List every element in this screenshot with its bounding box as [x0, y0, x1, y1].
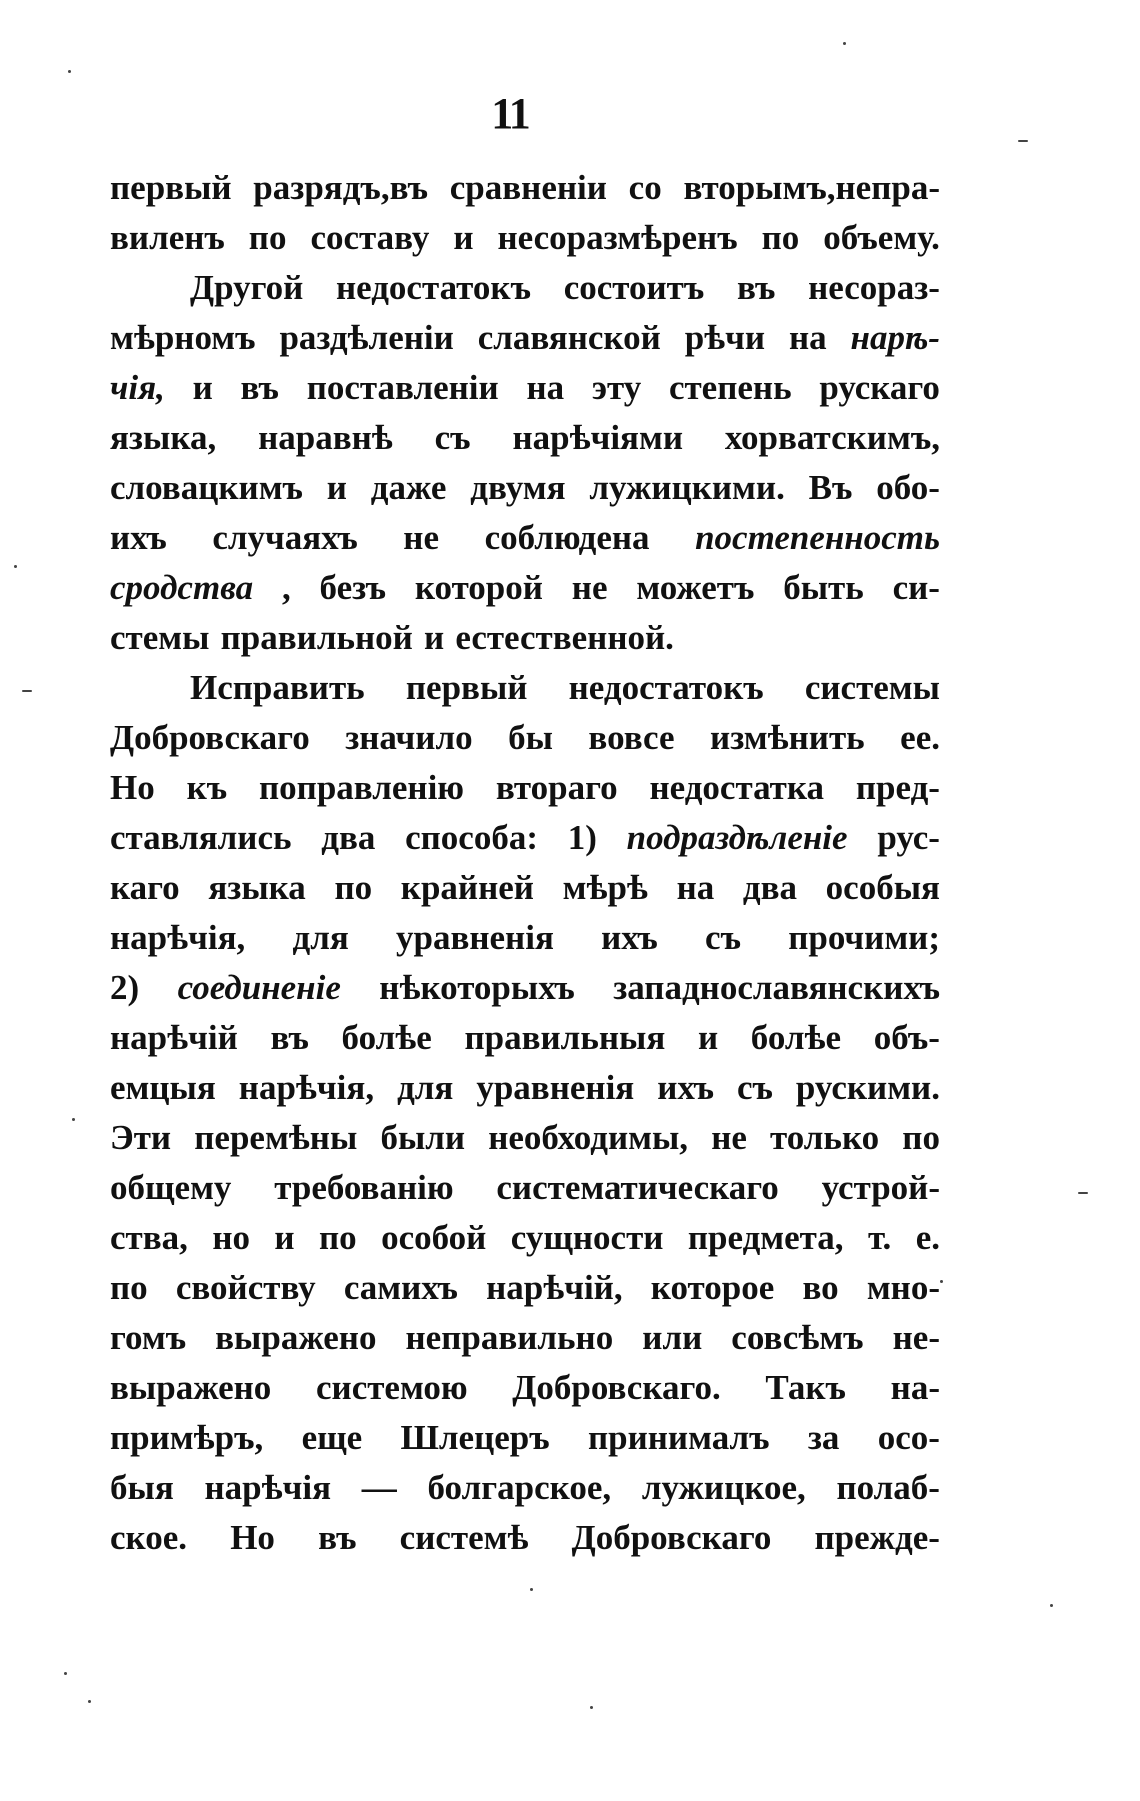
text-line [110, 313, 940, 363]
word: рускаго [819, 368, 940, 407]
text-line [110, 613, 940, 663]
word: выражено [110, 1368, 272, 1407]
word: несораз- [808, 268, 940, 307]
text-line [110, 1163, 940, 1213]
word: Эти [110, 1118, 172, 1157]
word: поставленіи [306, 368, 499, 407]
word: перемѣны [194, 1118, 358, 1157]
word: два [742, 868, 798, 907]
word: по [110, 1268, 148, 1307]
word: раздѣленіи [279, 318, 454, 357]
word: по [761, 218, 800, 257]
word: можетъ [636, 568, 755, 607]
text-line [110, 1263, 940, 1313]
italic-word: сродства [110, 568, 254, 607]
word: объ- [873, 1018, 940, 1057]
word: системы [804, 668, 940, 707]
word: ихъ [601, 918, 658, 957]
word: устрой- [821, 1168, 940, 1207]
word: два [321, 818, 376, 857]
word: вовсе [588, 718, 675, 757]
word: крайней [400, 868, 534, 907]
word: языка, [110, 418, 217, 457]
text-line [110, 963, 940, 1013]
scan-speck [72, 1118, 75, 1121]
word: системою [316, 1368, 468, 1407]
text-line [110, 663, 940, 713]
word: соблюдена [484, 518, 650, 557]
word: болѣе [750, 1018, 842, 1057]
word: въ [736, 268, 776, 307]
word: лужицкое, [641, 1468, 806, 1507]
italic-word: нарѣ- [850, 318, 940, 357]
word: ее. [900, 718, 940, 757]
word: си- [892, 568, 940, 607]
word: и [326, 468, 347, 507]
scan-speck [1078, 1192, 1088, 1194]
word: Добровскаго [110, 718, 310, 757]
word: съ [705, 918, 741, 957]
word: еще [301, 1418, 363, 1457]
word: мѣрѣ [562, 868, 648, 907]
word: въ [318, 1518, 357, 1557]
word: языка [208, 868, 306, 907]
word: прочими; [788, 918, 940, 957]
text-line [110, 413, 940, 463]
word: Но [110, 768, 155, 807]
word: предмета, [687, 1218, 844, 1257]
word: свойству [175, 1268, 316, 1307]
page-number: 11 [491, 89, 529, 138]
word: нарѣчій, [486, 1268, 623, 1307]
word: рус- [877, 818, 940, 857]
scan-speck [1050, 1604, 1053, 1607]
word: каго [110, 868, 180, 907]
word: е. [915, 1218, 940, 1257]
word: нарѣчія [204, 1468, 332, 1507]
word: хорватскимъ, [724, 418, 940, 457]
word: требованію [274, 1168, 454, 1207]
word: западнославянскихъ [613, 968, 940, 1007]
text-line [110, 1063, 940, 1113]
italic-word: соединеніе [177, 968, 341, 1007]
word: ства, [110, 1218, 188, 1257]
word: эту [591, 368, 642, 407]
word: Добровскаго. [512, 1368, 721, 1407]
word: или [642, 1318, 703, 1357]
word: неправильно [405, 1318, 614, 1357]
word: Но [230, 1518, 275, 1557]
word: для [292, 918, 349, 957]
word: нарѣчія, [110, 918, 246, 957]
word: къ [186, 768, 228, 807]
word: въ [270, 1018, 309, 1057]
word: славянской [477, 318, 661, 357]
word: на- [890, 1368, 940, 1407]
word: — [361, 1468, 397, 1507]
word: 2) [110, 968, 140, 1007]
word: системѣ [399, 1518, 529, 1557]
word: стемы [110, 618, 210, 657]
word: ставлялись [110, 818, 292, 857]
word: даже [370, 468, 447, 507]
word: ихъ [657, 1068, 714, 1107]
word: сравненіи [449, 168, 607, 207]
word: наравнѣ [258, 418, 393, 457]
text-line [110, 463, 940, 513]
word: по [248, 218, 287, 257]
word: ское. [110, 1518, 188, 1557]
text-line [110, 863, 940, 913]
text-line [110, 1213, 940, 1263]
word: полаб- [836, 1468, 940, 1507]
word: выражено [215, 1318, 377, 1357]
word: принималъ [587, 1418, 770, 1457]
text-line [110, 763, 940, 813]
word: не [403, 518, 439, 557]
text-line [110, 163, 940, 213]
word: нарѣчіями [512, 418, 683, 457]
word: естественной. [455, 618, 674, 657]
word: и [697, 1018, 719, 1057]
word: нѣкоторыхъ [379, 968, 575, 1007]
word: мѣрномъ [110, 318, 256, 357]
scan-speck [68, 70, 71, 73]
scan-speck [64, 1672, 67, 1675]
word: вторымъ,непра- [683, 168, 940, 207]
word: недостатокъ [335, 268, 531, 307]
text-line [110, 1463, 940, 1513]
word: сущности [510, 1218, 664, 1257]
word: разрядъ,въ [253, 168, 429, 207]
word: общему [110, 1168, 232, 1207]
word: за [807, 1418, 840, 1457]
word: самихъ [343, 1268, 458, 1307]
text-line [110, 263, 940, 313]
word: и [192, 368, 213, 407]
word: по [334, 868, 373, 907]
word: не [571, 568, 608, 607]
word: со [628, 168, 662, 207]
word: объему. [823, 218, 940, 257]
italic-word: подраздѣленіе [626, 818, 848, 857]
word: недостатка [649, 768, 825, 807]
word: составу [310, 218, 430, 257]
text-line [110, 813, 940, 863]
word: Въ [808, 468, 853, 507]
word: совсѣмъ [731, 1318, 864, 1357]
word: были [380, 1118, 466, 1157]
word: , [281, 568, 291, 607]
text-line [110, 1013, 940, 1063]
word: ихъ [110, 518, 167, 557]
word: на [676, 868, 715, 907]
word: болгарское, [427, 1468, 612, 1507]
scan-speck [88, 1700, 91, 1703]
word: двумя [470, 468, 566, 507]
word: съ [434, 418, 471, 457]
word: уравненія [395, 918, 554, 957]
word: на [526, 368, 565, 407]
word: которое [650, 1268, 775, 1307]
word: степень [668, 368, 792, 407]
word: прежде- [814, 1518, 940, 1557]
word: первый [110, 168, 232, 207]
word: систематическаго [496, 1168, 779, 1207]
text-line [110, 1313, 940, 1363]
word: рѣчи [684, 318, 766, 357]
scan-speck [843, 42, 846, 45]
word: поправленію [259, 768, 465, 807]
text-line [110, 563, 940, 613]
word: нарѣчій [110, 1018, 238, 1057]
word: правильной [220, 618, 413, 657]
word: и [424, 618, 445, 657]
word: примѣръ, [110, 1418, 264, 1457]
word: не- [892, 1318, 940, 1357]
italic-word: постепенность [695, 518, 940, 557]
word: способа: [405, 818, 538, 857]
scan-speck [590, 1706, 593, 1709]
body-text [110, 163, 940, 1563]
word: Шлецеръ [400, 1418, 550, 1457]
word: виленъ [110, 218, 225, 257]
scan-speck [1018, 140, 1028, 142]
text-line [110, 1413, 940, 1463]
word: которой [414, 568, 543, 607]
word: мно- [866, 1268, 940, 1307]
word: быть [783, 568, 864, 607]
word: необходимы, [488, 1118, 689, 1157]
word: по [902, 1118, 940, 1157]
word: не [711, 1118, 747, 1157]
italic-word: чія, [110, 368, 165, 407]
word: значило [345, 718, 473, 757]
word: 1) [567, 818, 597, 857]
word: въ [240, 368, 279, 407]
word: состоитъ [563, 268, 705, 307]
text-line [110, 913, 940, 963]
word: для [397, 1068, 454, 1107]
scan-speck [940, 1280, 943, 1283]
word: нарѣчія, [238, 1068, 375, 1107]
word: безъ [319, 568, 386, 607]
word: болѣе [341, 1018, 432, 1057]
word: только [770, 1118, 880, 1157]
word: съ [736, 1068, 773, 1107]
word: обо- [876, 468, 940, 507]
word: гомъ [110, 1318, 187, 1357]
word: случаяхъ [212, 518, 358, 557]
word: по [319, 1218, 357, 1257]
word: первый [405, 668, 528, 707]
word: емцыя [110, 1068, 216, 1107]
word: несоразмѣренъ [497, 218, 738, 257]
word: правильныя [464, 1018, 666, 1057]
word: Другой [190, 268, 304, 307]
word: во [802, 1268, 839, 1307]
scan-speck [22, 690, 32, 692]
word: и [274, 1218, 295, 1257]
word: лужицкими. [589, 468, 785, 507]
word: пред- [855, 768, 940, 807]
word: Добровскаго [571, 1518, 772, 1557]
text-line [110, 1513, 940, 1563]
word: словацкимъ [110, 468, 303, 507]
text-line [110, 213, 940, 263]
word: уравненія [476, 1068, 635, 1107]
word: осо- [877, 1418, 940, 1457]
word: особыя [825, 868, 940, 907]
text-line [110, 1113, 940, 1163]
text-line [110, 363, 940, 413]
word: особой [381, 1218, 487, 1257]
word: но [212, 1218, 250, 1257]
word: на [788, 318, 827, 357]
word: Такъ [765, 1368, 846, 1407]
word: быя [110, 1468, 174, 1507]
word: бы [508, 718, 553, 757]
word: рускими. [795, 1068, 940, 1107]
word: и [453, 218, 474, 257]
text-line [110, 713, 940, 763]
text-line [110, 513, 940, 563]
word: измѣнить [710, 718, 865, 757]
word: недостатокъ [568, 668, 764, 707]
text-line [110, 1363, 940, 1413]
word: т. [867, 1218, 892, 1257]
scan-speck [530, 1588, 533, 1591]
word: втораго [495, 768, 618, 807]
word: Исправить [190, 668, 365, 707]
scan-speck [14, 565, 17, 568]
